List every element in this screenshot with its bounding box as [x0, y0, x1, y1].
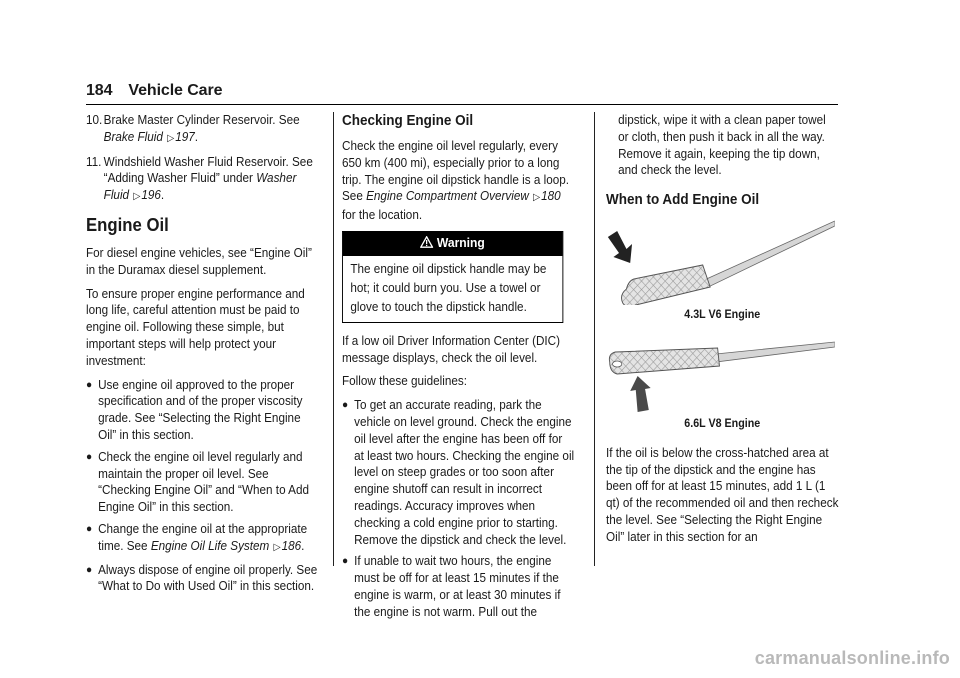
bullet-icon: ●	[86, 378, 93, 391]
arrow-up-icon	[630, 376, 650, 412]
column-2	[342, 112, 575, 627]
paragraph: Check the engine oil level regularly, every 650 km (400 mi), especially prior to a long trip. The engine oil dipstick handle is a loop. See Engine Compartment Overview ▷180 for the location.	[342, 139, 570, 223]
paragraph: If the oil is below the cross-hatched area at the tip of the dipstick and the engine has been off for at least 15 minutes, add 1 L (1 qt) of the recommended oil and then recheck the level. See “Selecting the Right Engine Oil” later in this section for an	[606, 445, 839, 544]
page-number: 184	[86, 82, 113, 99]
paragraph: To ensure proper engine performance and long life, careful attention must be paid to engine oil. Following these simple, but important steps will help protect your investment:	[86, 286, 305, 368]
header-rule	[86, 104, 838, 105]
bullet-icon: ●	[342, 555, 349, 568]
column-divider-2	[594, 112, 595, 566]
page-ref-arrow-icon: ▷	[133, 191, 141, 203]
dipstick-figure-v6	[606, 217, 835, 305]
list-item: ● Always dispose of engine oil properly. See “What to Do with Used Oil” in this section.	[86, 562, 318, 594]
page-reference[interactable]: 186	[281, 538, 302, 553]
section-title: Vehicle Care	[128, 82, 223, 99]
page-reference[interactable]: 180	[541, 189, 561, 204]
watermark: carmanualsonline.info	[754, 648, 950, 668]
warning-header	[343, 232, 562, 256]
list-item: ● To get an accurate reading, park the vehicle on level ground. Check the engine oil level after the engine has been off for at least two hours. Checking the engine oil level on steep grades or too soon after engine shutoff can result in incorrect readings. Accuracy improves when checking a cold engine prior to starting. Remove the dipstick and check the level.	[342, 398, 575, 547]
section-heading: When to Add Engine Oil	[606, 192, 760, 209]
warning-box	[342, 231, 563, 323]
bullet-icon: ●	[342, 399, 349, 412]
figure-caption: 4.3L V6 Engine	[684, 309, 761, 322]
list-item: ● Check the engine oil level regularly and maintain the proper oil level. See “Checking Engine Oil” and “When to Add Engine Oil” in this section.	[86, 449, 310, 515]
arrow-down-icon	[608, 231, 632, 263]
bullet-list	[342, 397, 575, 620]
page-ref-arrow-icon: ▷	[273, 541, 281, 553]
bullet-icon: ●	[86, 522, 93, 535]
cross-reference-link[interactable]: Engine Oil Life System	[150, 538, 270, 553]
warning-text: The engine oil dipstick handle may be hot; it could burn you. Use a towel or glove to touch the dipstick handle.	[350, 261, 547, 314]
cross-reference-link[interactable]: Engine Compartment Overview	[366, 189, 529, 204]
dipstick-figure-v8	[606, 336, 835, 414]
paragraph: dipstick, wipe it with a clean paper towel or cloth, then push it back in all the way. Remove it again, keeping the tip down, and check the level.	[618, 113, 826, 178]
column-3	[606, 112, 839, 553]
cross-reference-link[interactable]: Brake Fluid	[103, 129, 163, 144]
warning-triangle-icon	[421, 235, 437, 250]
warning-title: Warning	[436, 234, 485, 250]
bullet-list	[86, 377, 319, 596]
dipstick-v8-illustration	[606, 336, 835, 414]
figure-caption: 6.6L V8 Engine	[684, 417, 761, 430]
dipstick-v6-illustration	[606, 217, 835, 305]
list-item: ● If unable to wait two hours, the engine must be off for at least 15 minutes if the engine is warm, or at least 30 minutes if the engine is not warm. Pull out the	[342, 554, 561, 619]
page-reference[interactable]: 197	[175, 129, 195, 144]
bullet-icon: ●	[86, 563, 93, 576]
page-ref-arrow-icon: ▷	[533, 192, 541, 204]
section-heading: Checking Engine Oil	[342, 113, 474, 129]
column-1	[86, 112, 319, 601]
list-item: ● Change the engine oil at the appropriate time. See Engine Oil Life System ▷186.	[86, 521, 308, 553]
page-ref-arrow-icon: ▷	[167, 132, 175, 144]
bullet-icon: ●	[86, 450, 93, 463]
paragraph: If a low oil Driver Information Center (DIC) message displays, check the oil level.	[342, 333, 561, 365]
list-item: 11. Windshield Washer Fluid Reservoir. See “Adding Washer Fluid” under Washer Fluid ▷196.	[86, 154, 313, 203]
page-header	[86, 82, 222, 100]
list-item: ● Use engine oil approved to the proper specification and of the proper viscosity grade. See “Selecting the Right Engine Oil” in this section.	[86, 377, 303, 442]
paragraph: Follow these guidelines:	[342, 374, 468, 389]
cross-reference-link[interactable]: Washer Fluid	[103, 171, 297, 203]
page-reference[interactable]: 196	[141, 188, 161, 203]
section-heading: Engine Oil	[86, 214, 169, 235]
list-item: 10. Brake Master Cylinder Reservoir. See Brake Fluid ▷197.	[86, 113, 300, 144]
paragraph: For diesel engine vehicles, see “Engine Oil” in the Duramax diesel supplement.	[86, 245, 312, 277]
column-divider-1	[333, 112, 334, 566]
